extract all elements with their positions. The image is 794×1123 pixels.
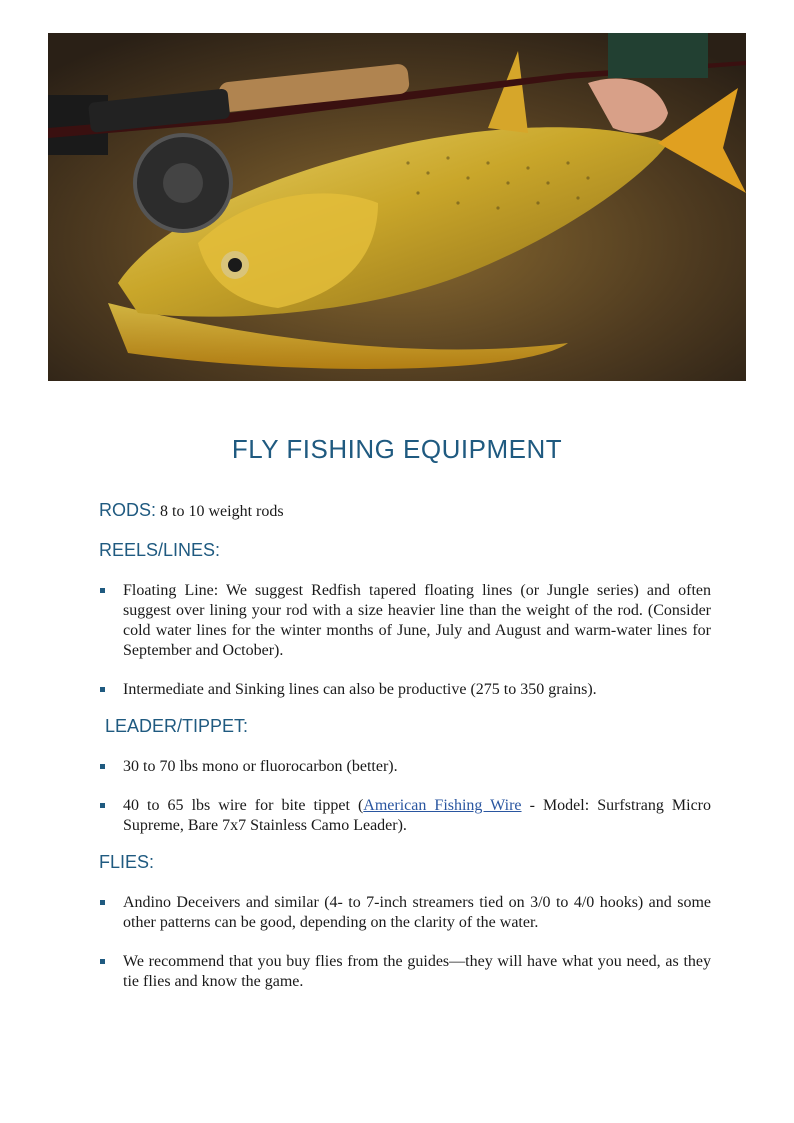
flies-heading: FLIES:: [99, 852, 155, 872]
flies-list: [99, 893, 711, 992]
page-title: FLY FISHING EQUIPMENT: [231, 434, 563, 464]
leader-heading: LEADER/TIPPET:: [105, 716, 249, 736]
fish-illustration: [48, 33, 746, 381]
list-item: Andino Deceivers and similar (4- to 7-inch streamers tied on 3/0 to 4/0 hooks) and some other patterns can be good, depending on the clarity of the water.: [99, 893, 711, 933]
equipment-content: [99, 500, 711, 992]
rods-heading: RODS:: [99, 500, 157, 520]
rods-section: [99, 500, 711, 524]
reels-list: [99, 581, 711, 700]
hero-photo: [48, 33, 746, 381]
wire-text-post: - Model: Surfstrang Micro Supreme, Bare 7x7 Stainless Camo Leader).: [123, 797, 712, 834]
reels-heading: REELS/LINES:: [99, 540, 221, 560]
rods-text: 8 to 10 weight rods: [160, 503, 284, 520]
list-item: Floating Line: We suggest Redfish tapered floating lines (or Jungle series) and often suggest over lining your rod with a size heavier line than the weight of the rod. (Consider cold water lines for the winter months of June, July and August and warm-water lines for September and October).: [99, 581, 711, 661]
list-item: 30 to 70 lbs mono or fluorocarbon (better).: [99, 757, 711, 777]
leader-list: [99, 757, 711, 836]
list-item: Intermediate and Sinking lines can also be productive (275 to 350 grains).: [99, 680, 711, 700]
list-item: We recommend that you buy flies from the guides—they will have what you need, as they tie flies and know the game.: [99, 952, 711, 992]
list-item: [99, 796, 711, 836]
american-fishing-wire-link[interactable]: American Fishing Wire: [363, 797, 522, 814]
wire-text-pre: 40 to 65 lbs wire for bite tippet (: [123, 797, 364, 814]
